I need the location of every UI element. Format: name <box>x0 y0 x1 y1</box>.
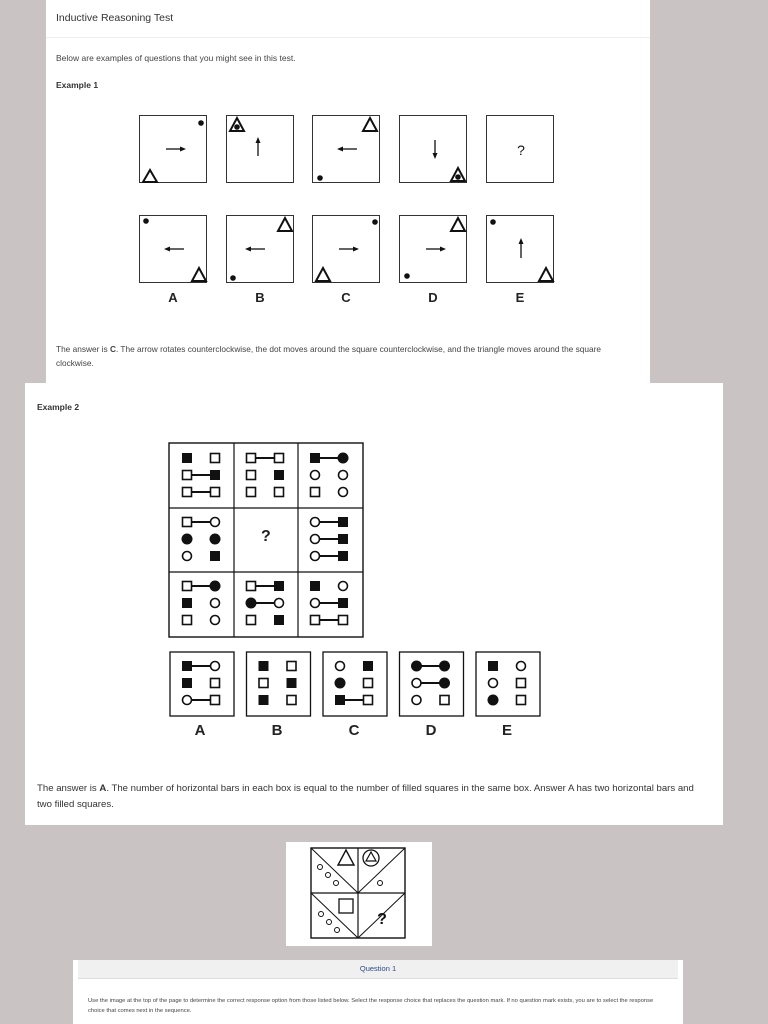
option-box-e[interactable] <box>476 652 540 716</box>
question-mark: ? <box>261 528 271 545</box>
option-label-c: C <box>348 722 360 739</box>
option-box-b[interactable] <box>226 215 294 283</box>
option-box-e[interactable] <box>486 215 554 283</box>
divider <box>46 37 650 38</box>
question-heading: Question 1 <box>78 960 678 979</box>
option-box-d[interactable] <box>400 652 464 716</box>
question-mark: ? <box>517 142 525 158</box>
sequence-box-question <box>486 115 554 183</box>
example1-answer: The answer is C. The arrow rotates counterclockwise, the dot moves around the square counterclockwise, and the triangle moves around the square clockwise. <box>56 344 601 368</box>
sequence-box-4 <box>399 115 467 183</box>
option-box-a[interactable] <box>139 215 207 283</box>
option-label-d: D <box>428 290 438 305</box>
option-box-c[interactable] <box>312 215 380 283</box>
option-label-a: A <box>168 290 178 305</box>
question-figure <box>286 842 432 946</box>
option-label-c: C <box>341 290 351 305</box>
option-box-c[interactable] <box>323 652 387 716</box>
intro-text: Below are examples of questions that you might see in this test. <box>56 53 296 63</box>
sequence-box-3 <box>312 115 380 183</box>
sequence-box-2 <box>226 115 294 183</box>
option-label-b: B <box>255 290 265 305</box>
option-box-b[interactable] <box>247 652 311 716</box>
example2-options <box>168 650 548 720</box>
page-title: Inductive Reasoning Test <box>56 12 174 24</box>
question-figure-card <box>286 842 432 946</box>
option-label-a: A <box>194 722 206 739</box>
option-label-b: B <box>271 722 283 739</box>
example1-label: Example 1 <box>56 80 99 90</box>
example2-label: Example 2 <box>37 402 80 412</box>
example2-card <box>25 383 723 825</box>
option-box-d[interactable] <box>399 215 467 283</box>
question1-card <box>73 960 683 1024</box>
example1-card <box>46 0 650 383</box>
question-instructions: Use the image at the top of the page to determine the correct response option from those listed below. Select the response choice that replaces the question mark. If no question mark exists, you are to select the response choice that comes next in the sequence. <box>88 998 654 1014</box>
option-box-a[interactable] <box>170 652 234 716</box>
option-label-d: D <box>425 722 437 739</box>
question-mark: ? <box>377 911 387 928</box>
example2-answer: The answer is A. The number of horizontal bars in each box is equal to the number of filled squares in the same box. Answer A has two horizontal bars and two filled squares. <box>37 783 694 810</box>
option-label-e: E <box>501 722 512 739</box>
option-label-e: E <box>515 290 525 305</box>
sequence-box-1 <box>139 115 207 183</box>
